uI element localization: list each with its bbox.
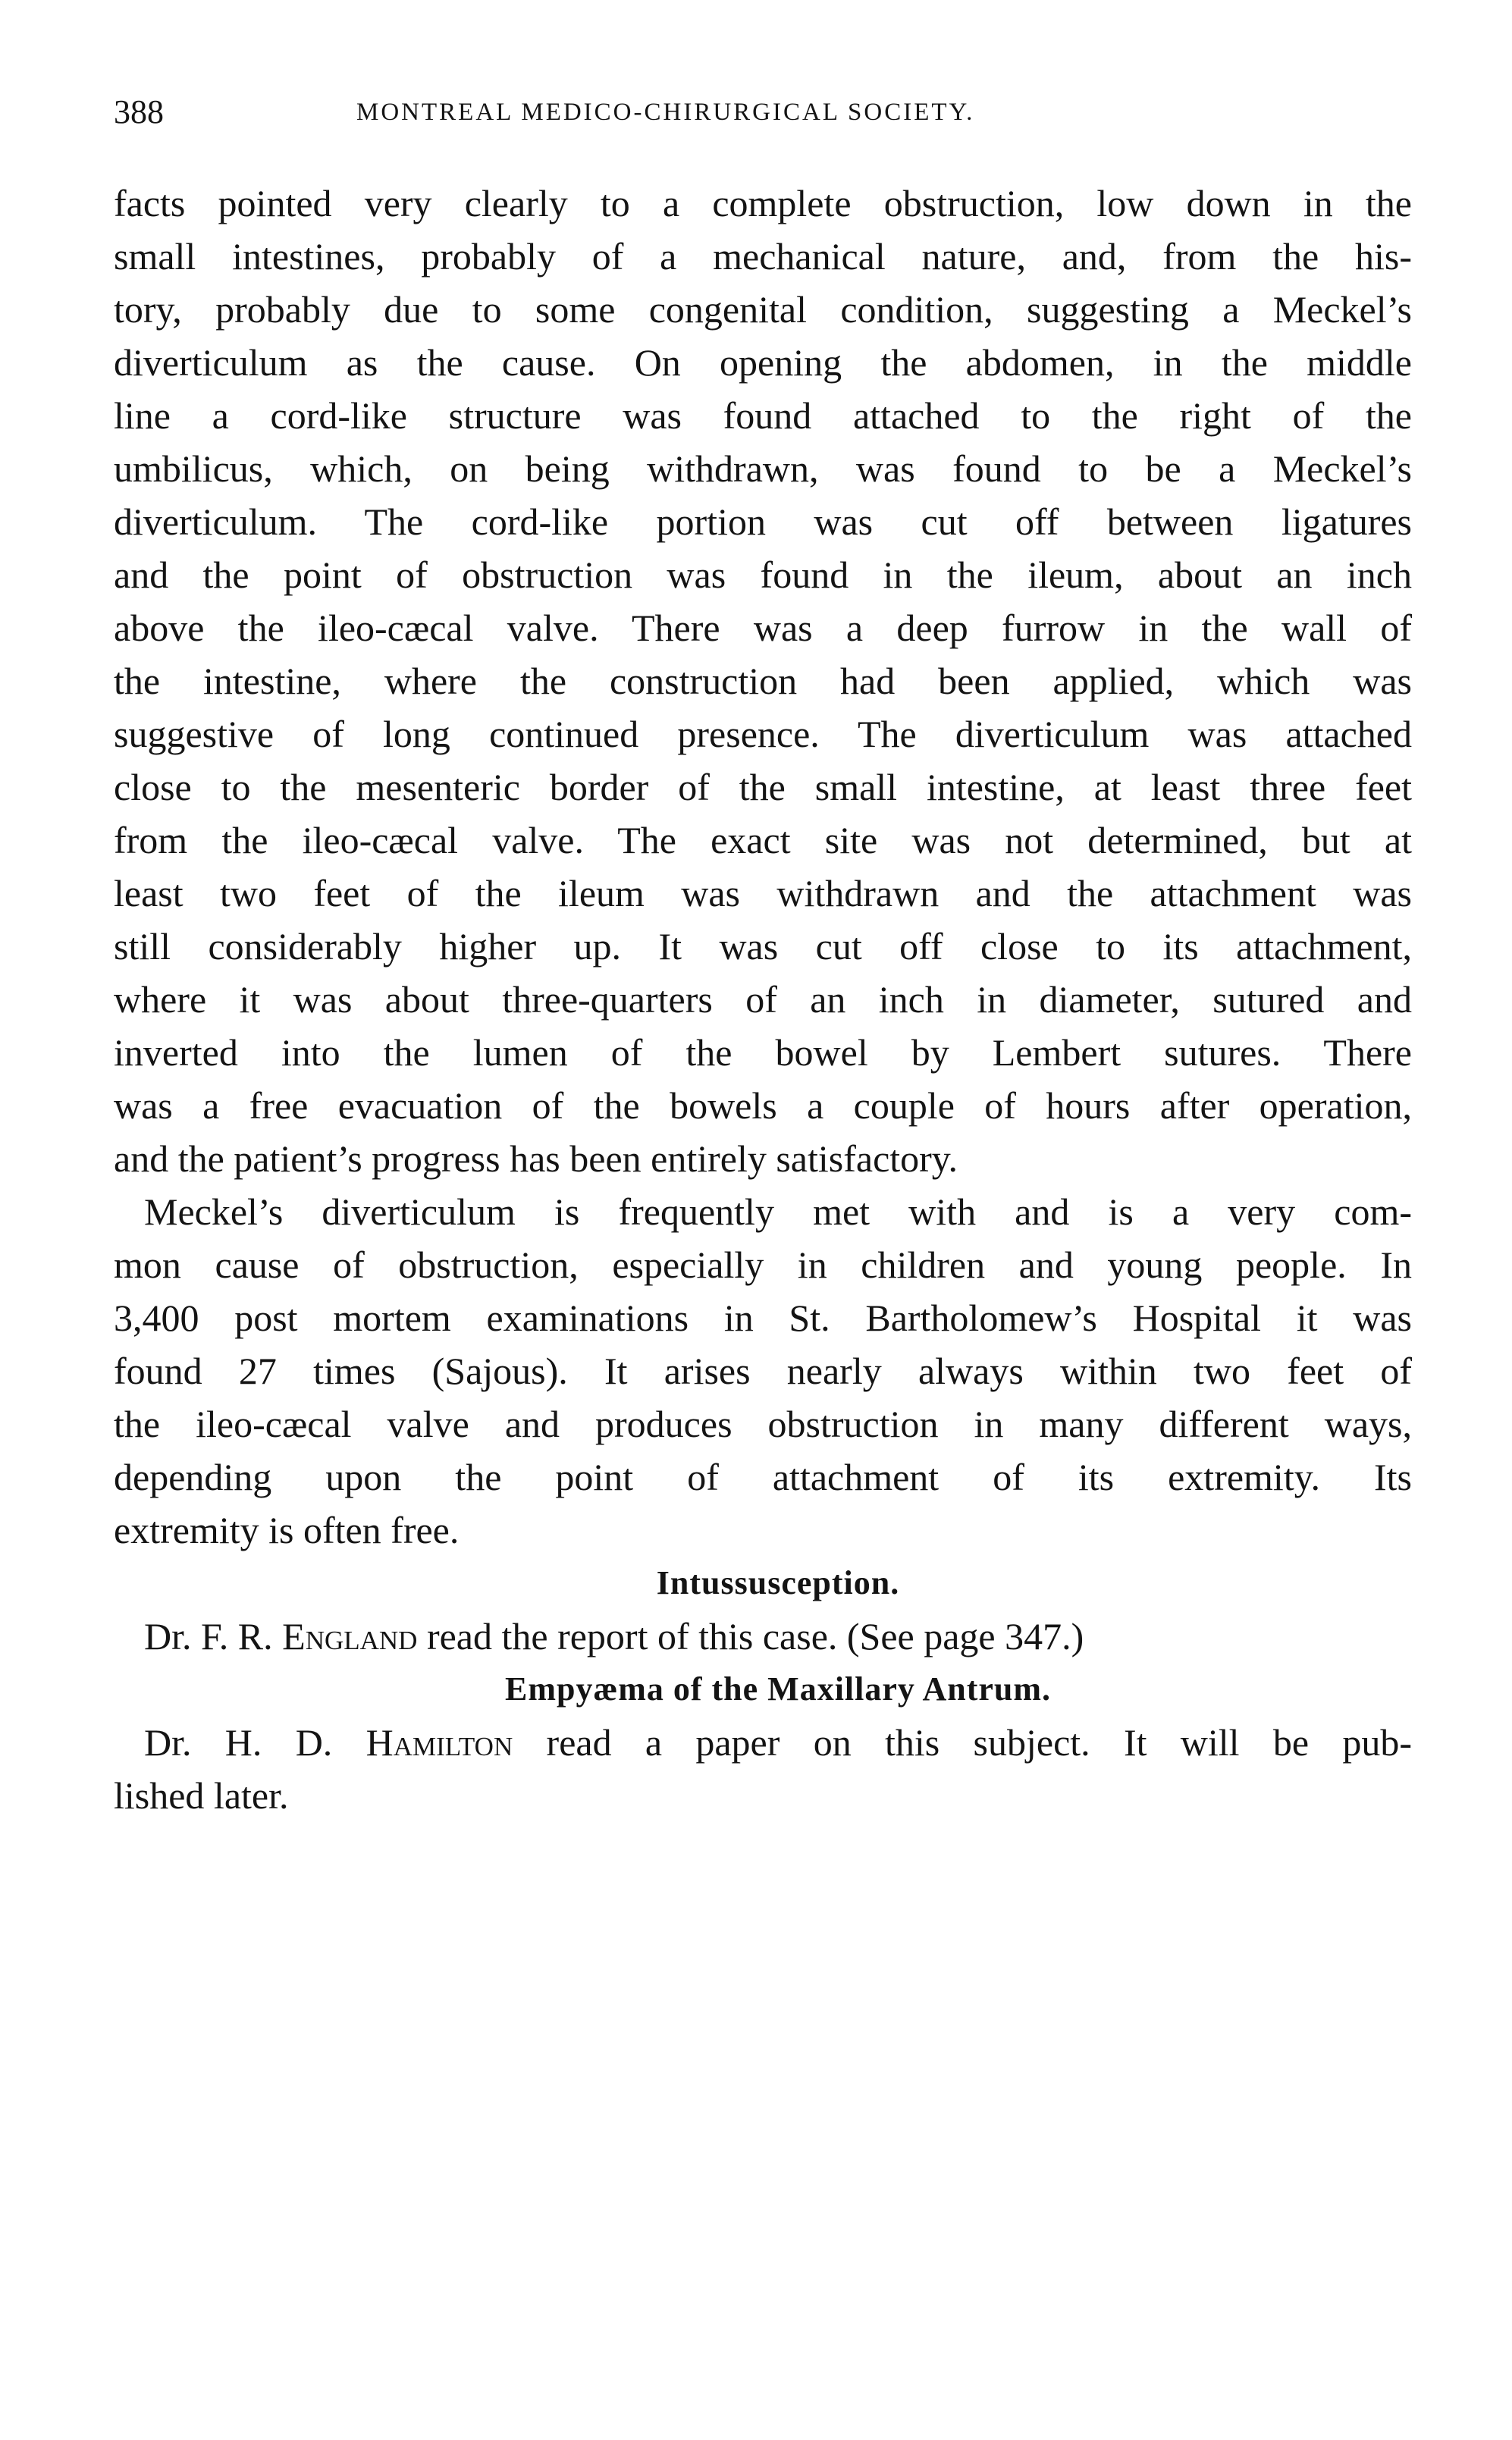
text-line: above the ileo-cæcal valve. There was a deep furrow in the wall of bbox=[114, 607, 1412, 649]
section-heading: Empyæma of the Maxillary Antrum. bbox=[504, 1670, 1052, 1708]
text-line bbox=[114, 1716, 1412, 1769]
page-number: 388 bbox=[114, 93, 164, 130]
text-line: 3,400 post mortem examinations in St. Bartholomew’s Hospital it was bbox=[114, 1297, 1412, 1339]
text-line bbox=[114, 1610, 1412, 1663]
text-line: depending upon the point of attachment of its extremity. Its bbox=[114, 1456, 1412, 1498]
text-line: suggestive of long continued presence. The diverticulum was attached bbox=[114, 713, 1412, 755]
text-line: from the ileo-cæcal valve. The exact site was not determined, but at bbox=[114, 819, 1412, 861]
text-line: and the patient’s progress has been entirely satisfactory. bbox=[114, 1137, 958, 1180]
text-line: was a free evacuation of the bowels a couple of hours after operation, bbox=[114, 1084, 1412, 1127]
text-line: small intestines, probably of a mechanical nature, and, from the his- bbox=[114, 235, 1412, 278]
text-line: facts pointed very clearly to a complete obstruction, low down in the bbox=[114, 182, 1412, 224]
text-line: tory, probably due to some congenital condition, suggesting a Meckel’s bbox=[114, 288, 1412, 331]
text-line: mon cause of obstruction, especially in children and young people. In bbox=[114, 1244, 1412, 1286]
body-text bbox=[114, 177, 1412, 1822]
running-head bbox=[114, 89, 1410, 135]
text-line: where it was about three-quarters of an inch in diameter, sutured and bbox=[114, 978, 1412, 1021]
text-line: extremity is often free. bbox=[114, 1509, 460, 1551]
text-line: Meckel’s diverticulum is frequently met with and is a very com- bbox=[144, 1190, 1412, 1233]
text-line: lished later. bbox=[114, 1774, 289, 1817]
text-line: line a cord-like structure was found attached to the right of the bbox=[114, 394, 1412, 437]
text-line: the ileo-cæcal valve and produces obstruction in many different ways, bbox=[114, 1403, 1412, 1445]
text-line: diverticulum. The cord-like portion was cut off between ligatures bbox=[114, 500, 1412, 543]
author-name: Hamilton bbox=[365, 1721, 513, 1764]
text-fragment: Dr. H. D. bbox=[144, 1721, 366, 1764]
text-fragment: Dr. F. R. bbox=[144, 1615, 283, 1658]
journal-title: MONTREAL MEDICO-CHIRURGICAL SOCIETY. bbox=[356, 99, 975, 126]
text-fragment: read a paper on this subject. It will be pub- bbox=[513, 1721, 1412, 1764]
text-line: umbilicus, which, on being withdrawn, was found to be a Meckel’s bbox=[114, 447, 1412, 490]
section-heading: Intussusception. bbox=[656, 1564, 900, 1601]
text-line: and the point of obstruction was found in the ileum, about an inch bbox=[114, 554, 1412, 596]
text-line: found 27 times (Sajous). It arises nearly always within two feet of bbox=[114, 1350, 1412, 1392]
text-line: still considerably higher up. It was cut off close to its attachment, bbox=[114, 925, 1412, 968]
text-line: diverticulum as the cause. On opening the abdomen, in the middle bbox=[114, 341, 1412, 384]
section-intussusception bbox=[114, 1557, 1412, 1663]
author-name: England bbox=[282, 1615, 418, 1658]
text-fragment: read the report of this case. (See page 347.) bbox=[417, 1615, 1084, 1658]
paragraph-meckels-diverticulum bbox=[114, 1185, 1412, 1557]
text-line: close to the mesenteric border of the small intestine, at least three feet bbox=[114, 766, 1412, 808]
text-line: the intestine, where the construction had been applied, which was bbox=[114, 660, 1412, 702]
section-empyaema bbox=[114, 1663, 1412, 1822]
text-line: least two feet of the ileum was withdrawn and the attachment was bbox=[114, 872, 1412, 914]
text-line: inverted into the lumen of the bowel by Lembert sutures. There bbox=[114, 1031, 1412, 1074]
paragraph-case-report bbox=[114, 177, 1412, 1185]
